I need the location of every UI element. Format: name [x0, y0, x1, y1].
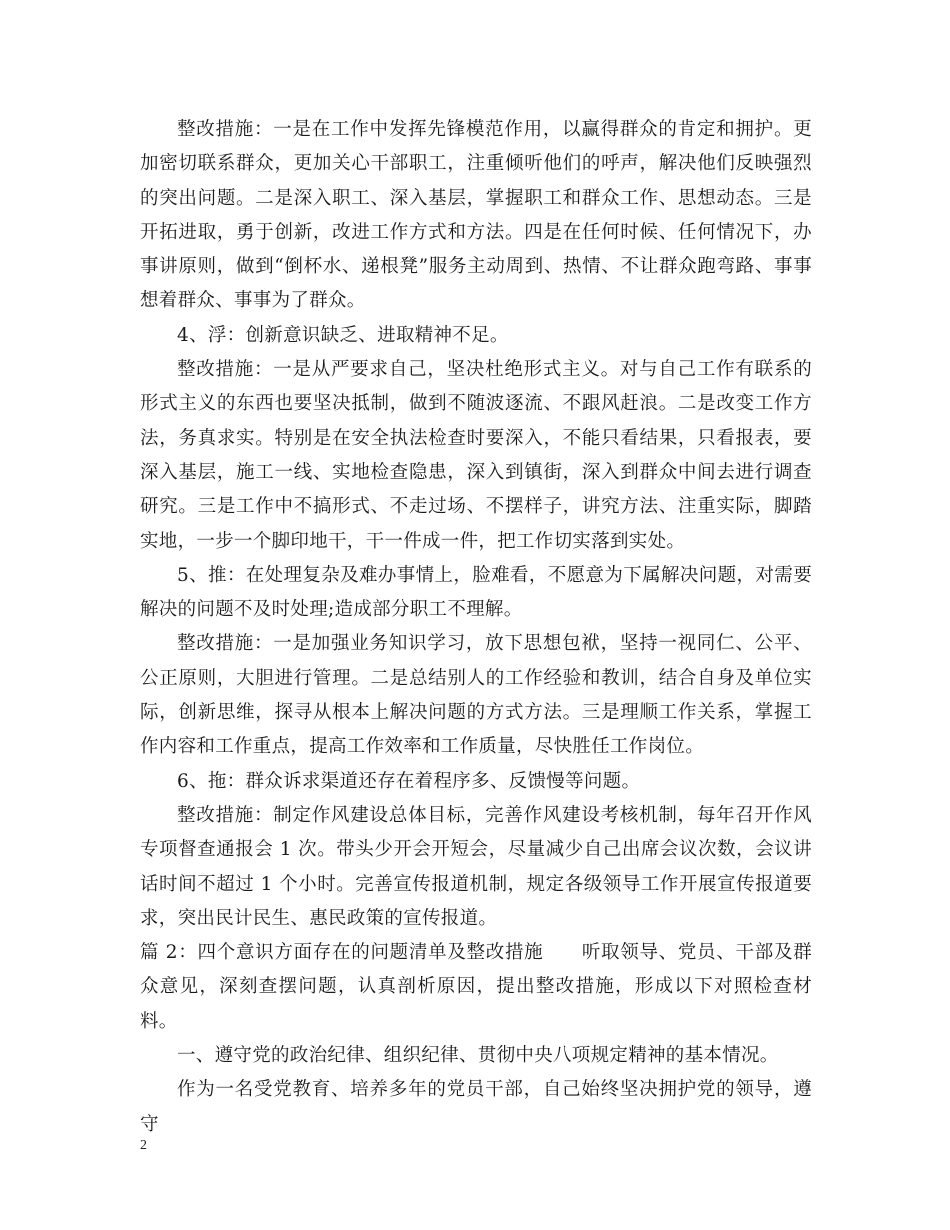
section-heading: 篇 2：四个意识方面存在的问题清单及整改措施 [140, 942, 544, 964]
section-heading-paragraph [140, 936, 812, 1039]
paragraph-issue-6: 6、拖：群众诉求渠道还存在着程序多、反馈慢等问题。 [177, 770, 641, 792]
paragraph-discipline-body: 作为一名受党教育、培养多年的党员干部，自己始终坚决拥护党的领导，遵守 [140, 1079, 812, 1135]
paragraph-issue-5: 5、推：在处理复杂及难办事情上，脸难看，不愿意为下属解决问题，对需要解决的问题不及时处理;造成部分职工不理解。 [140, 564, 812, 621]
paragraph-measures-6: 整改措施：制定作风建设总体目标，完善作风建设考核机制，每年召开作风专项督查通报会 1 次。带头少开会开短会，尽量减少自己出席会议次数，会议讲话时间不超过 1 个小时。完善宣传报道机制，规定各级领导工作开展宣传报道要求，突出民计民生、惠民政策的宣传报道。 [140, 804, 812, 929]
paragraph-measures-4: 整改措施：一是从严要求自己，坚决杜绝形式主义。对与自己工作有联系的形式主义的东西也要坚决抵制，做到不随波逐流、不跟风赶浪。二是改变工作方法，务真求实。特别是在安全执法检查时要深入，不能只看结果，只看报表，要深入基层，施工一线、实地检查隐患，深入到镇街，深入到群众中间去进行调查研究。三是工作中不搞形式、不走过场、不摆样子，讲究方法、注重实际，脚踏实地，一步一个脚印地干，干一件成一件，把工作切实落到实处。 [140, 359, 812, 552]
page-number: 2 [140, 1138, 147, 1153]
section-intro: 听取领导、党员、干部及群众意见，深刻查摆问题，认真剖析原因，提出整改措施，形成以下对照检查材料。 [140, 942, 812, 1032]
paragraph-measures-1: 整改措施：一是在工作中发挥先锋模范作用，以赢得群众的肯定和拥护。更加密切联系群众，更加关心干部职工，注重倾听他们的呼声，解决他们反映强烈的突出问题。二是深入职工、深入基层，掌握职工和群众工作、思想动态。三是开拓进取，勇于创新，改进工作方式和方法。四是在任何时候、任何情况下，办事讲原则，做到“倒杯水、递根凳”服务主动周到、热情、不让群众跑弯路、事事想着群众、事事为了群众。 [140, 119, 812, 312]
paragraph-issue-4: 4、浮：创新意识缺乏、进取精神不足。 [177, 324, 509, 346]
document-body [140, 113, 812, 1142]
paragraph-discipline-heading: 一、遵守党的政治纪律、组织纪律、贯彻中央八项规定精神的基本情况。 [177, 1045, 779, 1067]
paragraph-measures-5: 整改措施：一是加强业务知识学习，放下思想包袱，坚持一视同仁、公平、公正原则，大胆进行管理。二是总结别人的工作经验和教训，结合自身及单位实际，创新思维，探寻从根本上解决问题的方式方法。三是理顺工作关系，掌握工作内容和工作重点，提高工作效率和工作质量，尽快胜任工作岗位。 [140, 633, 812, 758]
